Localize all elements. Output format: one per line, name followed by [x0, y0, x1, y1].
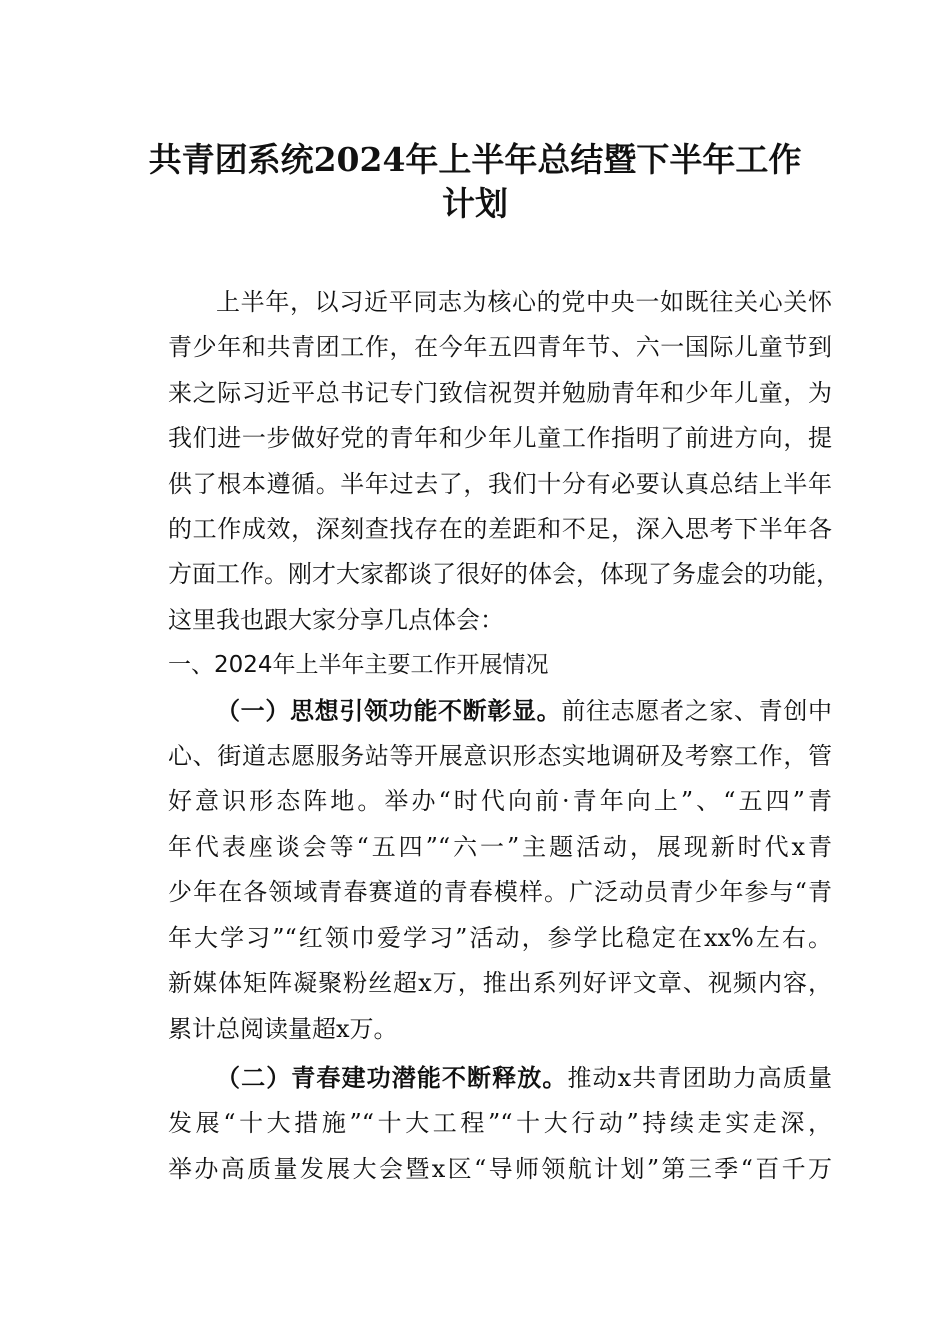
document-body — [120, 280, 840, 1192]
title-line-1: 共青团系统2024年上半年总结暨下半年工作 — [148, 140, 802, 179]
subsection-2-text: 推动x共青团助力高质量 — [567, 1063, 832, 1092]
subsection-2-paragraph — [120, 1056, 832, 1192]
text-line: 心、街道志愿服务站等开展意识形态实地调研及考察工作，管 — [168, 742, 832, 771]
subsection-1-title: （一）思想引领功能不断彰显。 — [216, 696, 562, 725]
text-line: 好意识形态阵地。举办“时代向前·青年向上”、“五四”青 — [168, 787, 832, 816]
text-line: 年代表座谈会等“五四”“六一”主题活动，展现新时代x青 — [168, 832, 832, 861]
text-line: 来之际习近平总书记专门致信祝贺并勉励青年和少年儿童，为 — [168, 378, 832, 407]
text-line: 新媒体矩阵凝聚粉丝超x万，推出系列好评文章、视频内容， — [168, 969, 832, 998]
text-line — [120, 689, 832, 734]
text-line: 发展“十大措施”“十大工程”“十大行动”持续走实走深， — [168, 1109, 832, 1138]
subsection-1-text: 前往志愿者之家、青创中 — [561, 696, 833, 725]
text-line: 青少年和共青团工作，在今年五四青年节、六一国际儿童节到 — [168, 333, 832, 362]
text-line: 方面工作。刚才大家都谈了很好的体会，体现了务虚会的功能， — [168, 560, 840, 589]
text-line: 举办高质量发展大会暨x区“导师领航计划”第三季“百千万 — [168, 1154, 832, 1183]
subsection-1-paragraph — [120, 689, 832, 1052]
text-line: 这里我也跟大家分享几点体会： — [168, 605, 504, 634]
title-line-2: 计划 — [442, 184, 508, 223]
section-heading: 一、2024年上半年主要工作开展情况 — [168, 652, 549, 679]
text-line: 的工作成效，深刻查找存在的差距和不足，深入思考下半年各 — [168, 515, 832, 544]
text-line: 上半年，以习近平同志为核心的党中央一如既往关心关怀 — [216, 288, 832, 316]
document-title — [110, 138, 840, 226]
text-line: 我们进一步做好党的青年和少年儿童工作指明了前进方向，提 — [168, 424, 832, 453]
subsection-2-title: （二）青春建功潜能不断释放。 — [216, 1063, 568, 1092]
text-line: 少年在各领域青春赛道的青春模样。广泛动员青少年参与“青 — [168, 878, 832, 907]
text-line: 累计总阅读量超x万。 — [168, 1014, 398, 1043]
text-line: 供了根本遵循。半年过去了，我们十分有必要认真总结上半年 — [168, 469, 832, 498]
intro-paragraph — [120, 280, 840, 643]
text-line: 年大学习”“红领巾爱学习”活动，参学比稳定在xx%左右。 — [168, 923, 832, 952]
text-line — [120, 1056, 832, 1101]
